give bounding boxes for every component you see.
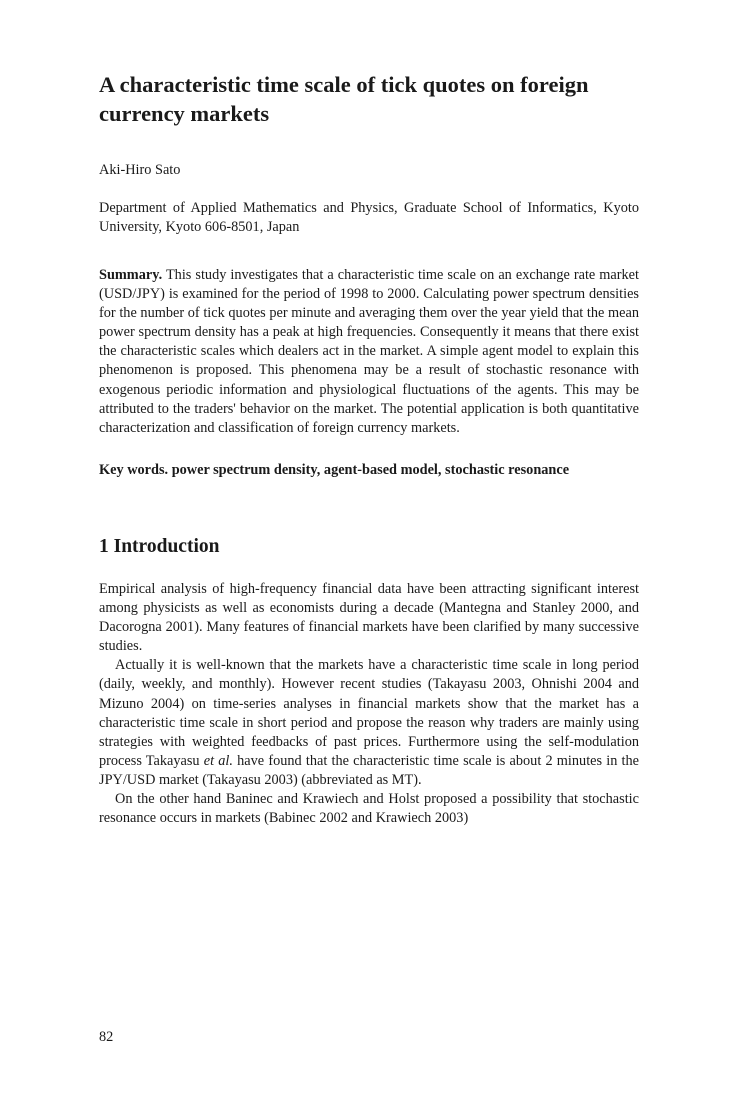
page-number: 82 <box>99 1029 114 1045</box>
intro-paragraph-2 <box>99 656 639 790</box>
introduction-body <box>99 580 639 828</box>
keywords-text: power spectrum density, agent-based model, stochastic resonance <box>171 462 570 478</box>
keywords-paragraph <box>99 461 639 480</box>
intro-paragraph-3: On the other hand Baninec and Krawiech and Holst proposed a possibility that stochastic resonance occurs in markets (Babinec 2002 and Krawiech 2003) <box>99 791 639 827</box>
author-name: Aki-Hiro Sato <box>99 162 181 178</box>
keywords-label: Key words. <box>99 462 169 478</box>
intro-paragraph-2-part-a: Actually it is well-known that the markets have a characteristic time scale in long period (daily, weekly, and monthly). However recent studies (Takayasu 2003, Ohnishi 2004 and Mizuno 2004) on time-series analyses in financial markets show that the market has a characteristic time scale in short period and propose the reason why traders are mainly using strategies with weighted feedbacks of past prices. Furthermore using the self-modulation process Takayasu <box>99 657 639 769</box>
intro-paragraph-2-part-b: have found that the characteristic time scale is about 2 minutes in the JPY/USD market (Takayasu 2003) (abbreviated as MT). <box>99 752 640 788</box>
author-affiliation: Department of Applied Mathematics and Physics, Graduate School of Informatics, Kyoto University, Kyoto 606-8501, Japan <box>99 200 639 235</box>
section-heading-introduction: 1 Introduction <box>99 536 220 557</box>
summary-paragraph <box>99 266 639 438</box>
paper-title: A characteristic time scale of tick quotes on foreign currency markets <box>99 72 589 126</box>
intro-paragraph-1: Empirical analysis of high-frequency financial data have been attracting significant interest among physicists as well as economists during a decade (Mantegna and Stanley 2000, and Dacorogna 2001). Many features of financial markets have been clarified by many successive studies. <box>99 581 639 655</box>
et-al-emphasis: et al. <box>203 752 233 769</box>
summary-text: This study investigates that a characteristic time scale on an exchange rate market (USD/JPY) is examined for the period of 1998 to 2000. Calculating power spectrum densities for the number of tick quotes per minute and averaging them over the year yield that the mean power spectrum density has a peak at high frequencies. Consequently it means that there exist the characteristic scales which dealers act in the market. A simple agent model to explain this phenomenon is proposed. This phenomena may be a result of stochastic resonance with exogenous periodic information and physiological fluctuations of the agents. This may be attributed to the traders' behavior on the market. The potential application is both quantitative characterization and classification of foreign currency markets. <box>99 267 639 436</box>
summary-label: Summary. <box>99 267 163 283</box>
